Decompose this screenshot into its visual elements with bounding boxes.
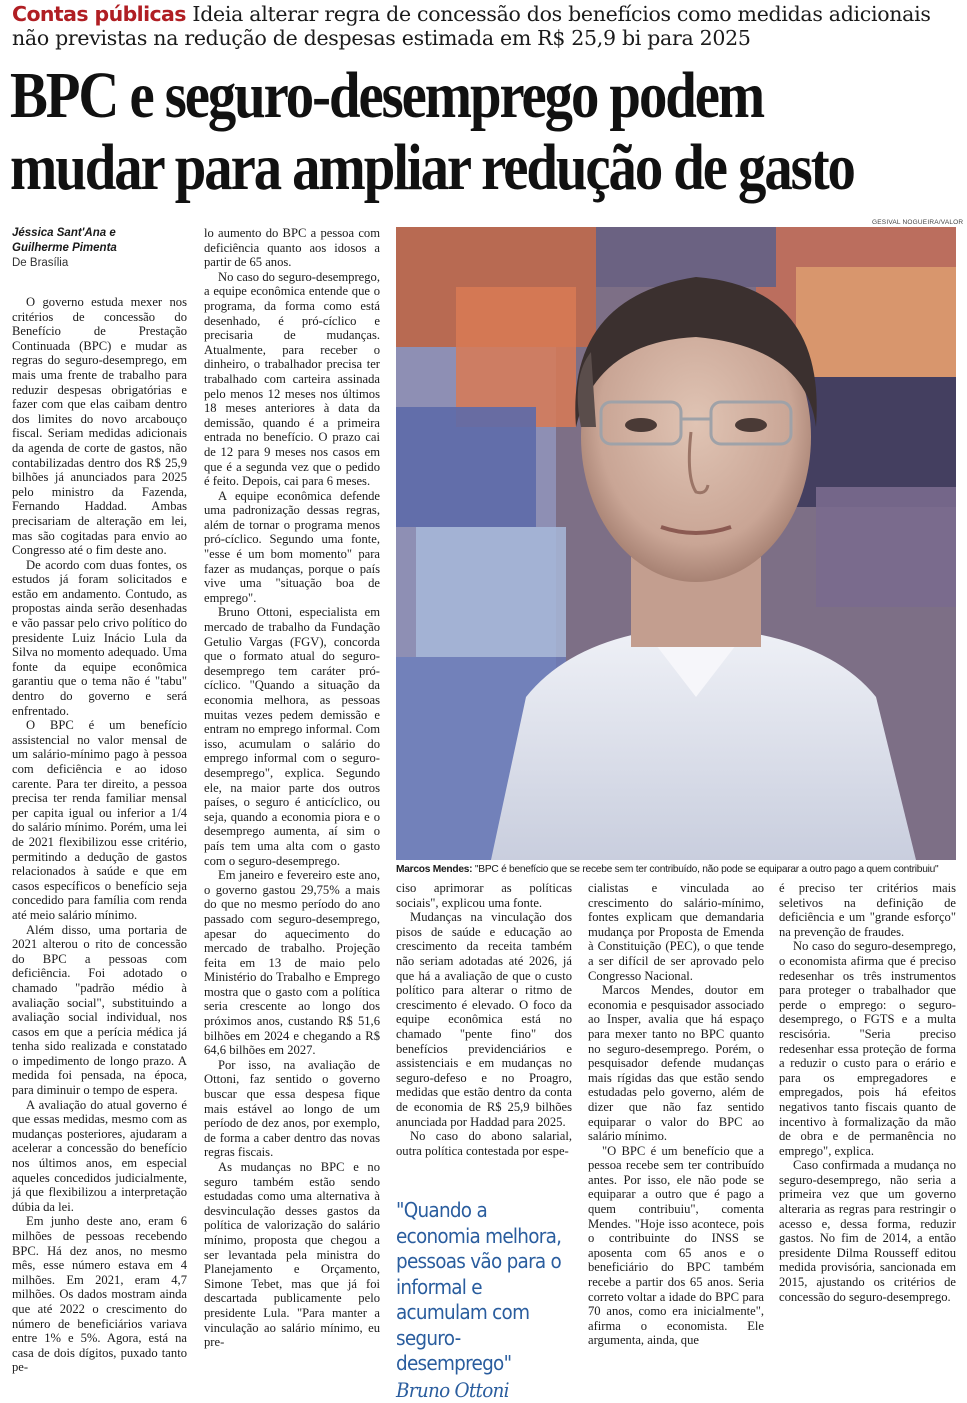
- col5-paragraph: Caso confirmada a mudança no seguro-desemprego, não seria a primeira vez que um governo alteraria as regras para restringir o acesso e, dessa forma, reduzir gastos. No fim de 2014, a então presidente Dilma Rousseff editou medida provisória, sancionada em 2015, ajustando os critérios de concessão do seguro-desemprego.: [779, 1158, 956, 1304]
- section-kicker: Contas públicas: [12, 2, 186, 26]
- headline: [10, 60, 827, 204]
- column-1-text: [12, 295, 187, 1375]
- article-column-2: [204, 226, 380, 1366]
- article-column-3: [396, 881, 572, 1191]
- col2-paragraph: As mudanças no BPC e no seguro também estão sendo estudadas como uma alternativa à desvinculação desses gastos da política de valorização do salário mínimo, proposta que chegou a ser levantada pela ministra do Planejamento e Orçamento, Simone Tebet, mas que já foi descartada publicamente pelo presidente Lula. "Para manter a vinculação ao salário mínimo, eu pre-: [204, 1160, 380, 1350]
- col2-paragraph: Em janeiro e fevereiro este ano, o governo gastou 29,75% a mais do que no mesmo período do ano passado com seguro-desemprego, apesar do aquecimento do mercado de trabalho. Projeção feita em 13 de maio pelo Ministério do Trabalho e Emprego mostra que o gasto com a política seria crescente ao longo dos próximos anos, custando R$ 51,6 bilhões em 2024 e chegando a R$ 64,6 bilhões em 2027.: [204, 868, 380, 1058]
- col4-paragraph: cialistas e vinculada ao crescimento do salário-mínimo, fontes explicam que demandaria mudança por Proposta de Emenda à Constituição (PEC), o que tende a ser difícil de ser aprovado pelo Congresso Nacional.: [588, 881, 764, 983]
- pull-quote-author: Bruno Ottoni: [396, 1378, 562, 1403]
- col2-paragraph: lo aumento do BPC a pessoa com deficiência quanto aos idosos a partir de 65 anos.: [204, 226, 380, 270]
- photo-caption: [396, 863, 956, 876]
- col3-paragraph: Mudanças na vinculação dos pisos de saúde e educação ao crescimento da receita também não seriam adotadas até 2026, já que há a avaliação de que o custo político para alterar o ritmo de crescimento é elevado. O foco da equipe econômica está no chamado "pente fino" dos benefícios previdenciários e assistenciais e em mudanças no seguro-defeso e no Proagro, medidas que estão dentro da conta de economia de R$ 25,9 bilhões anunciada por Haddad para 2025.: [396, 910, 572, 1129]
- headline-line-2: mudar para ampliar redução de gasto: [10, 132, 827, 204]
- subheadline: Ideia alterar regra de concessão dos benefícios como medidas adicionais não previstas na redução de despesas estimada em R$ 25,9 bi para 2025: [12, 2, 931, 50]
- col1-paragraph: A avaliação do atual governo é que essas medidas, mesmo com as mudanças posteriores, ajudaram a acelerar a concessão do benefício nos últimos anos, em especial aqueles concedidos judicialmente, já que flexibilizou a interpretação dúbia da lei.: [12, 1098, 187, 1215]
- photo-credit: GESIVAL NOGUEIRA/VALOR: [872, 219, 963, 226]
- byline-place: De Brasília: [12, 256, 187, 271]
- pull-quote-text: "Quando a economia melhora, pessoas vão para o informal e acumulam com seguro-desemprego": [396, 1198, 561, 1375]
- portrait-illustration: [396, 227, 956, 860]
- col1-paragraph: O governo estuda mexer nos critérios de concessão do Benefício de Prestação Continuada (BPC) e mudar as regras do seguro-desemprego, em mais uma frente de trabalho para reduzir despesas obrigatórias e fazer com que elas caibam dentro dos limites do novo arcabouço fiscal. Seriam medidas adicionais da agenda de corte de gastos, não contabilizadas dentro dos R$ 25,9 bilhões já anunciados para 2025 pelo ministro da Fazenda, Fernando Haddad. Ambas precisariam de alteração em lei, mas são cogitadas para envio ao Congresso até o fim deste ano.: [12, 295, 187, 558]
- col1-paragraph: O BPC é um benefício assistencial no valor mensal de um salário-mínimo pago à pessoa com deficiência e ao idoso carente. Para ter direito, a pessoa precisa ter renda familiar mensal per capita igual ou inferior a 1/4 do salário mínimo. Porém, uma lei de 2021 flexibilizou esse critério, permitindo a dedução de gastos relacionados à saúde e que em casos específicos o benefício seja concedido para família com renda até meio salário mínimo.: [12, 718, 187, 922]
- article-column-4: [588, 881, 764, 1366]
- col4-paragraph: Marcos Mendes, doutor em economia e pesquisador associado ao Insper, avalia que há espaço para mexer tanto no BPC quanto no seguro-desemprego. Porém, o pesquisador defende mudanças mais rígidas das que estão sendo estudadas pelo governo, além de dizer que não faz sentido equiparar o valor do BPC ao salário mínimo.: [588, 983, 764, 1144]
- col2-paragraph: A equipe econômica defende uma padronização dessas regras, além de tornar o programa menos pró-cíclico. Segundo uma fonte, "esse é um bom momento" para fazer as mudanças, porque o país vive uma "situação boa de emprego".: [204, 489, 380, 606]
- caption-text: "BPC é benefício que se recebe sem ter contribuído, não pode se equiparar a outro pago a quem contribuiu": [475, 864, 939, 875]
- pull-quote: [396, 1198, 562, 1403]
- article-column-1: [12, 226, 187, 1366]
- byline-authors-1: Jéssica Sant'Ana e: [12, 226, 187, 241]
- col5-paragraph: No caso do seguro-desemprego, o economista afirma que é preciso redesenhar os três instrumentos para proteger o trabalhador que perde o emprego: o seguro-desemprego, o FGTS e a multa rescisória. "Seria preciso redesenhar essa proteção de forma a reduzir o custo para o erário e para os empregadores e empregados, pois há efeitos negativos tanto fiscais quanto de incentivo à formalização da mão de obra e de permanência no emprego", explica.: [779, 939, 956, 1158]
- col2-paragraph: Bruno Ottoni, especialista em mercado de trabalho da Fundação Getulio Vargas (FGV), concorda que o formato atual do seguro-desemprego tem caráter pró-cíclico. "Quando a situação da economia melhora, as pessoas muitas vezes pedem demissão e entram no emprego informal. Com isso, acumulam o salário do emprego informal com o seguro-desemprego", explica. Segundo ele, na maior parte dos outros países, o seguro é anticíclico, ou seja, quando a economia piora e o desemprego aumenta, aí sim o país tem uma alta com o gasto com o seguro-desemprego.: [204, 605, 380, 868]
- portrait-photo: [396, 227, 956, 860]
- col4-paragraph: "O BPC é um benefício que a pessoa recebe sem ter contribuído antes. Por isso, ele não pode se equiparar a outro que é pago a quem contribuiu", comenta Mendes. "Hoje isso acontece, pois o contribuinte do INSS se aposenta com 65 anos e o beneficiário do BPC também recebe a partir dos 65 anos. Seria correto voltar a idade do BPC para 70 anos, como era inicialmente", afirma o economista. Ele argumenta, ainda, que: [588, 1144, 764, 1348]
- column-2-text: [204, 226, 380, 1350]
- headline-line-1: BPC e seguro-desemprego podem: [10, 60, 827, 132]
- byline: [12, 226, 187, 271]
- col1-paragraph: De acordo com duas fontes, os estudos já foram solicitados e estão em andamento. Contudo, as propostas ainda serão desenhadas e vão passar pelo crivo político do presidente Luiz Inácio Lula da Silva no momento adequado. Uma fonte da equipe econômica garantiu que o tema não é "tabu" dentro do governo e será enfrentado.: [12, 558, 187, 719]
- byline-authors-2: Guilherme Pimenta: [12, 241, 187, 256]
- col3-paragraph: No caso do abono salarial, outra política contestada por espe-: [396, 1129, 572, 1158]
- caption-name: Marcos Mendes:: [396, 864, 472, 875]
- col3-paragraph: ciso aprimorar as políticas sociais", explicou uma fonte.: [396, 881, 572, 910]
- col1-paragraph: Além disso, uma portaria de 2021 alterou o rito de concessão do BPC a pessoas com deficiência. Foi adotado o chamado "padrão médio à avaliação social", substituindo a avaliação social individual, nos casos em que a perícia médica já tenha sido realizada e constatado o impedimento de longo prazo. A medida foi pensada, na época, para diminuir o tempo de espera.: [12, 923, 187, 1098]
- article-column-5: [779, 881, 956, 1366]
- column-5-text: [779, 881, 956, 1304]
- col2-paragraph: Por isso, na avaliação de Ottoni, faz sentido o governo buscar que essa despesa fique mais estável ao longo de um período de dez anos, por exemplo, de forma a caber dentro das novas regras fiscais.: [204, 1058, 380, 1160]
- kicker-line: [12, 2, 957, 50]
- col2-paragraph: No caso do seguro-desemprego, a equipe econômica entende que o programa, da forma como está desenhado, é pró-cíclico e precisaria de mudanças. Atualmente, para receber o dinheiro, o trabalhador precisa ter trabalhado com carteira assinada pelo menos 12 meses nos últimos 18 meses anteriores à data da demissão, quando é a primeira entrada no benefício. O prazo cai de 12 para 9 meses nos casos em que é a segunda vez que o pedido é feito. Depois, cai para 6 meses.: [204, 270, 380, 489]
- col5-paragraph: é preciso ter critérios mais seletivos na definição de deficiência e um "grande esforço" na prevenção de fraudes.: [779, 881, 956, 939]
- column-3-text: [396, 881, 572, 1158]
- column-4-text: [588, 881, 764, 1348]
- col1-paragraph: Em junho deste ano, eram 6 milhões de pessoas recebendo BPC. Há dez anos, no mesmo mês, esse número estava em 4 milhões. Em 2021, eram 4,7 milhões. Os dados mostram ainda que até 2022 o crescimento do número de beneficiários variava entre 1% e 5%. Agora, está na casa de dois dígitos, puxado tanto pe-: [12, 1214, 187, 1375]
